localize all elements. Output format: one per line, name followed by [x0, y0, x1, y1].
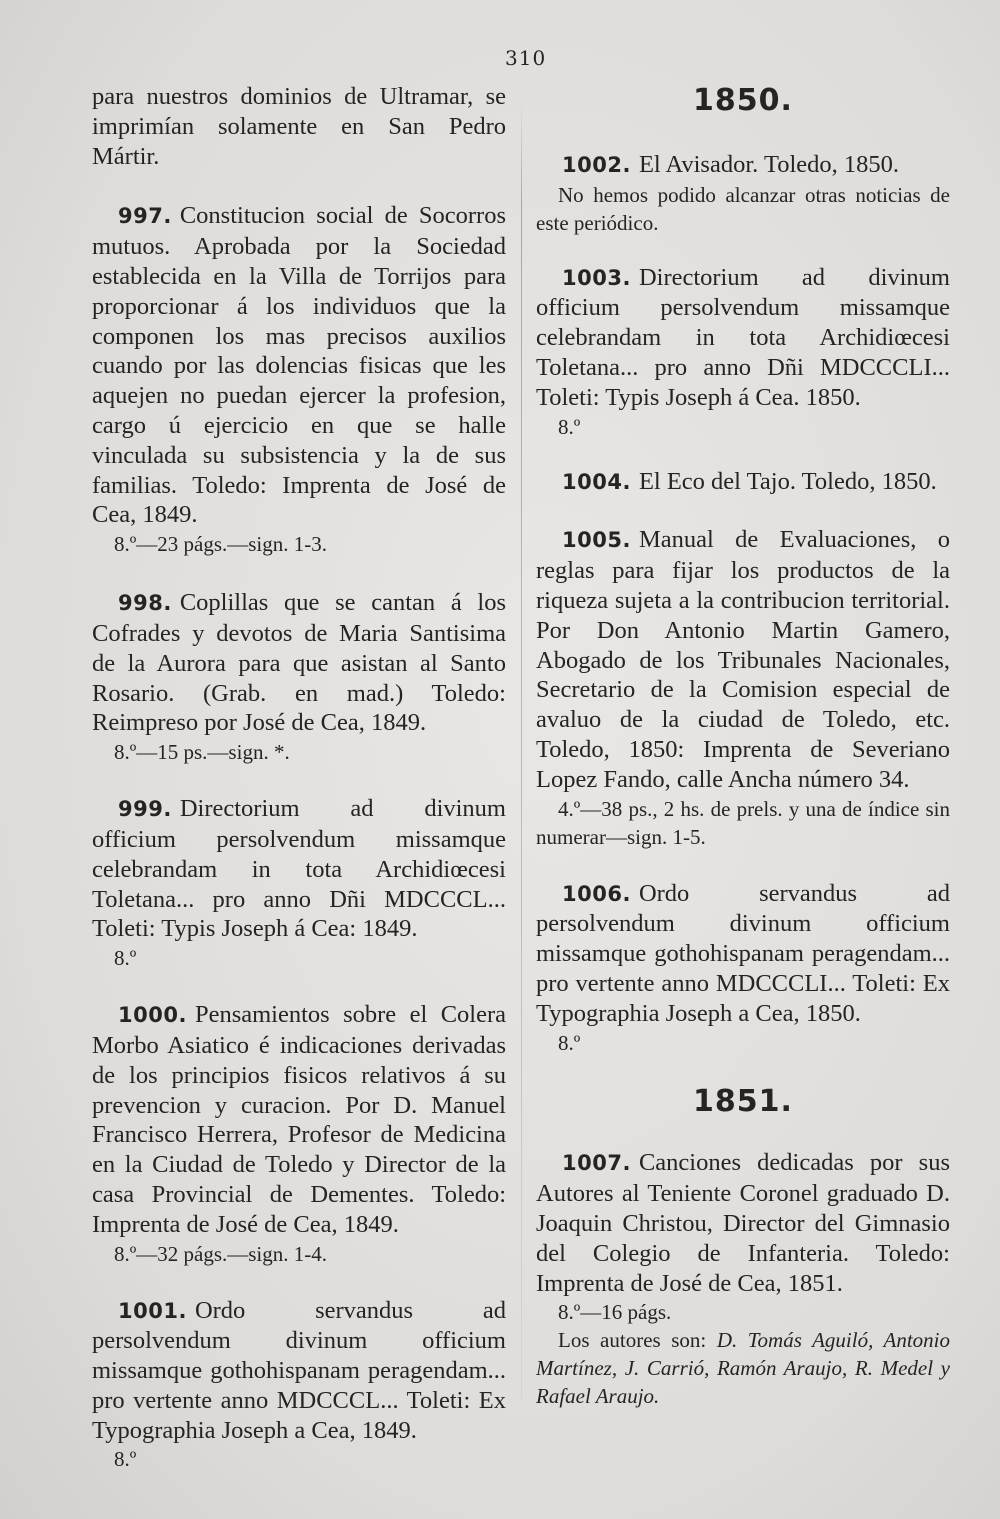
entry-text: Ordo servandus ad persolvendum divinum officium missamque gothohispanam peragendam... pro vertente anno MDCCCLI... Toleti: Ex Typographia Joseph a Cea, 1850. — [536, 879, 950, 1027]
entry-text: El Avisador. Toledo, 1850. — [638, 150, 899, 178]
continuation-text: para nuestros dominios de Ultramar, se imprimían solamente en San Pedro Mártir. — [92, 83, 506, 170]
entry-note: 8.º—16 págs. — [558, 1300, 672, 1325]
entry-note: No hemos podido alcanzar otras noticias de este periódico. — [536, 182, 950, 235]
entry-1001 — [92, 1296, 506, 1474]
entry-1005 — [536, 525, 950, 850]
entry-note: 8.º—15 ps.—sign. *. — [114, 740, 290, 765]
authors-list: D. Tomás Aguiló, Antonio Martínez, J. Carrió, Ramón Araujo, R. Medel y Rafael Araujo. — [536, 1328, 950, 1409]
entry-number: 998. — [118, 591, 172, 616]
authors-note — [536, 1326, 950, 1410]
entry-number: 1001. — [118, 1298, 187, 1323]
entry-text: Constitucion social de Socorros mutuos. Aprobada por la Sociedad establecida en la Villa de Torrijos para proporcionar á los individuos que la componen los mas precisos auxilios cuando por las dolencias fisicas que les aquejen no puedan ejercer la profesion, cargo ú ejercicio en que se halle vinculada su subsistencia y la de sus familias. Toledo: Imprenta de José de Cea, 1849. — [92, 202, 506, 529]
entry-number: 1005. — [562, 528, 631, 553]
entry-text: Canciones dedicadas por sus Autores al Teniente Coronel graduado D. Joaquin Christou, Director del Gimnasio del Colegio de Infanteria. Toledo: Imprenta de José de Cea, 1851. — [536, 1149, 950, 1297]
entry-note: 8.º — [114, 946, 137, 971]
entry-text: Directorium ad divinum officium persolvendum missamque celebrandam in tota Archidiœcesi Toletana... pro anno Dñi MDCCCL... Toleti: Typis Joseph á Cea: 1849. — [92, 795, 506, 943]
entry-text: Directorium ad divinum officium persolvendum missamque celebrandam in tota Archidiœcesi Toletana... pro anno Dñi MDCCCLI... Toleti: Typis Joseph á Cea. 1850. — [536, 263, 950, 411]
entry-1003 — [536, 263, 950, 441]
entry-997 — [92, 201, 506, 558]
entry-1006 — [536, 879, 950, 1057]
entry-998 — [92, 588, 506, 766]
entry-note: 8.º — [558, 1030, 581, 1055]
entry-number: 997. — [118, 204, 172, 229]
entry-note: 8.º—23 págs.—sign. 1-3. — [114, 532, 328, 557]
entry-number: 1007. — [562, 1151, 631, 1176]
entry-note: 4.º—38 ps., 2 hs. de prels. y una de índice sin numerar—sign. 1-5. — [536, 796, 950, 849]
entry-number: 1002. — [562, 152, 631, 177]
entry-999 — [92, 794, 506, 972]
entry-text: El Eco del Tajo. Toledo, 1850. — [638, 467, 937, 495]
entry-number: 1000. — [118, 1003, 187, 1028]
year-heading-1851: 1851. — [693, 1083, 793, 1119]
entry-1007 — [536, 1148, 950, 1410]
authors-intro: Los autores son: — [558, 1328, 707, 1353]
right-column — [536, 82, 950, 1410]
page-number: 310 — [505, 46, 547, 70]
entry-text: Ordo servandus ad persolvendum divinum officium missamque gothohispanam peragendam... pro vertente anno MDCCCL... Toleti: Ex Typographia Joseph a Cea, 1849. — [92, 1296, 506, 1444]
entry-number: 1006. — [562, 881, 631, 906]
entry-1004 — [536, 467, 950, 498]
entry-text: Manual de Evaluaciones, o reglas para fijar los productos de la riqueza sujeta a la contribucion territorial. Por Don Antonio Martin Gamero, Abogado de los Tribunales Nacionales, Secretario de la Comision especial de avaluo de la ciudad de Toledo, etc. Toledo, 1850: Imprenta de Severiano Lopez Fando, calle Ancha número 34. — [536, 526, 950, 793]
entry-note: 8.º—32 págs.—sign. 1-4. — [114, 1241, 328, 1266]
column-divider — [521, 100, 522, 1400]
entry-number: 999. — [118, 797, 172, 822]
entry-1000 — [92, 1000, 506, 1267]
left-column — [92, 82, 506, 1473]
entry-number: 1004. — [562, 469, 631, 494]
entry-note: 8.º — [114, 1447, 137, 1472]
year-heading-1850: 1850. — [693, 83, 793, 118]
entry-note: 8.º — [558, 414, 581, 439]
entry-1002 — [536, 150, 950, 237]
entry-number: 1003. — [562, 265, 631, 290]
entry-text: Pensamientos sobre el Colera Morbo Asiatico é indicaciones derivadas de los principios fisicos relativos á su prevencion y curacion. Por D. Manuel Francisco Herrera, Profesor de Medicina en la Ciudad de Toledo y Director de la casa Provincial de Dementes. Toledo: Imprenta de José de Cea, 1849. — [92, 1001, 506, 1238]
entry-text: Coplillas que se cantan á los Cofrades y devotos de Maria Santisima de la Aurora para que asistan al Santo Rosario. (Grab. en mad.) Toledo: Reimpreso por José de Cea, 1849. — [92, 589, 506, 737]
